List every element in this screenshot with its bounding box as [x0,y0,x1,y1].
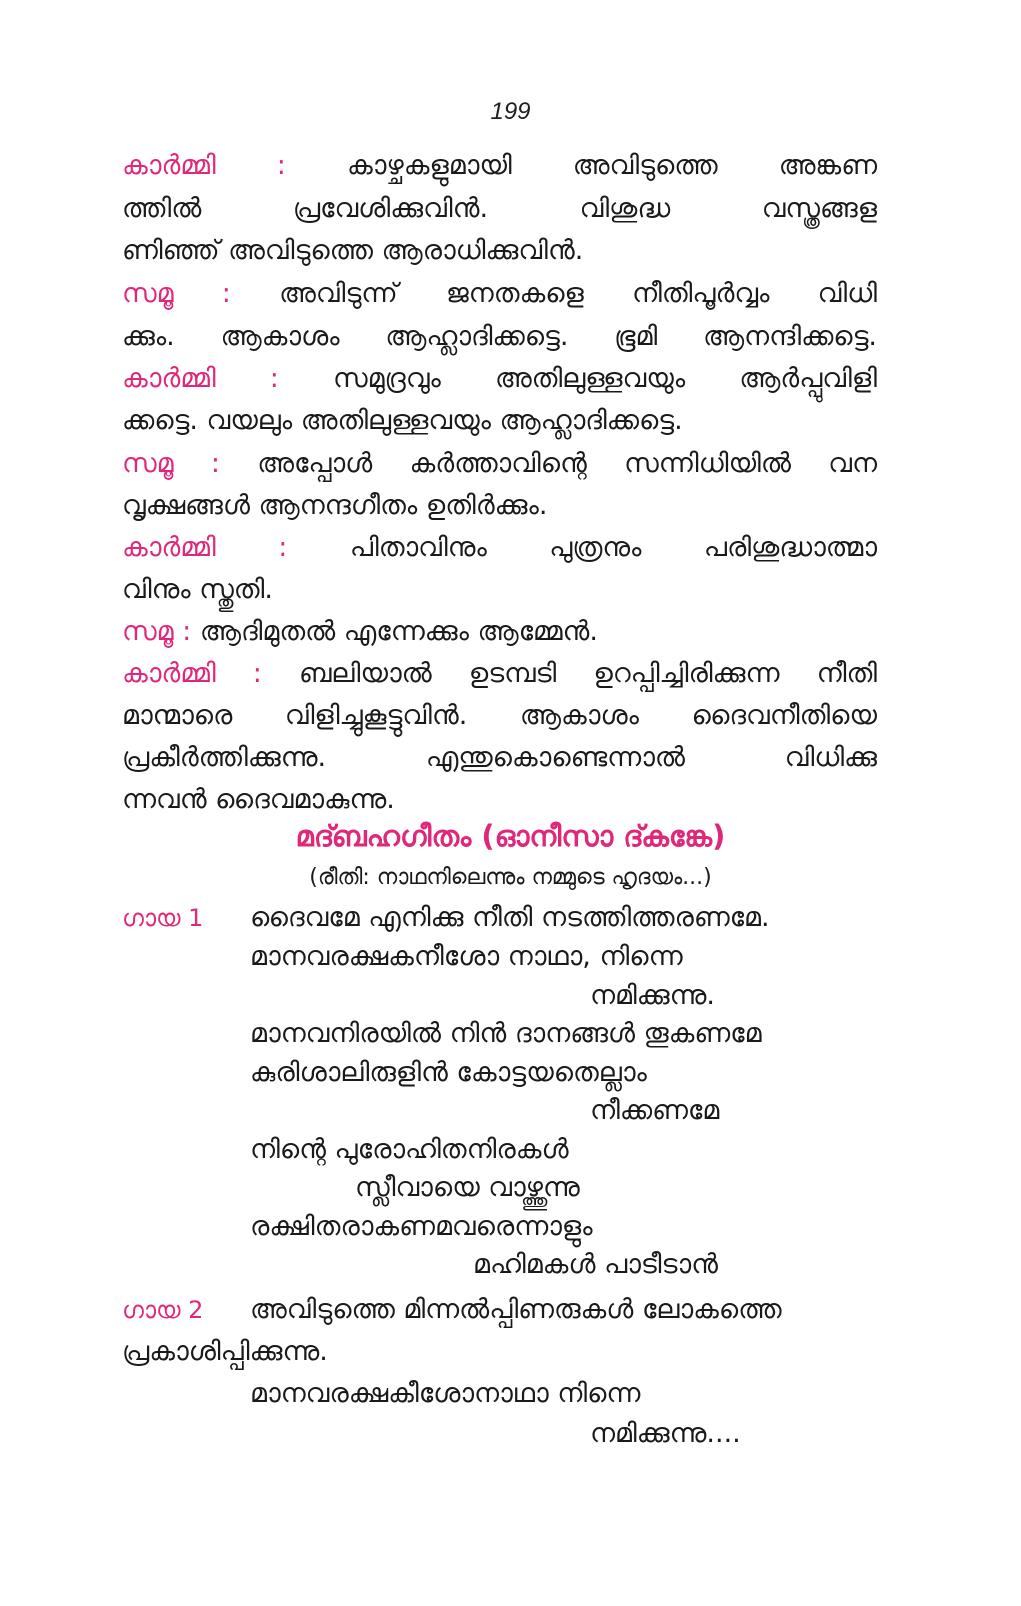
stanza-1-line-9: രക്ഷിതരാകണമവരെന്നാളും [250,1211,593,1242]
paragraph-1-line-1 [122,146,877,186]
stanza-1-line-7: നിന്റെ പുരോഹിതനിരകൾ [250,1134,569,1165]
paragraph-1-line-3: ണിഞ്ഞ് അവിടുത്തെ ആരാധിക്കുവിൻ. [122,235,584,266]
paragraph-3-line-2: ക്കട്ടെ. വയലും അതിലുള്ളവയും ആഹ്ലാദിക്കട്ടെ. [122,405,683,436]
paragraph-3-line-1 [122,359,877,399]
stanza-2-line-3: മാനവരക്ഷകീശോനാഥാ നിന്നെ [250,1378,641,1409]
stanza-1-label: ഗായ 1 [122,904,204,932]
speaker-label: സമൂ : [122,278,231,309]
paragraph-6-line-1 [122,612,598,652]
paragraph-5-line-1 [122,528,877,568]
stanza-1-line-6: നീക്കണമേ [590,1095,720,1126]
stanza-1-line-2: മാനവരക്ഷകനീശോ നാഥാ, നിന്നെ [250,941,683,972]
hymn-title: മദ്ബഹഗീതം (ഓനീസാ ദ്കങ്കേ) [295,819,726,853]
paragraph-2-line-2: ക്കും. ആകാശം ആഹ്ലാദിക്കട്ടെ. ഭൂമി ആനന്ദിക്കട്ടെ. [122,321,877,352]
text: കാഴ്ചകളുമായി അവിടുത്തെ അങ്കണ [346,150,877,181]
paragraph-2-line-1 [122,274,877,314]
text: ആദിമുതൽ എന്നേക്കും ആമ്മേൻ. [199,616,598,647]
paragraph-5-line-2: വിനും സ്തുതി. [122,574,273,605]
hymn-tune: (രീതി: നാഥനിലെന്നും നമ്മുടെ ഹൃദയം...) [309,865,712,890]
stanza-1-line-4: മാനവനിരയിൽ നിൻ ദാനങ്ങൾ തൂകണമേ [250,1018,762,1049]
paragraph-4-line-2: വൃക്ഷങ്ങൾ ആനന്ദഗീതം ഉതിർക്കും. [122,490,548,521]
speaker-label: കാർമ്മി : [122,658,262,689]
stanza-2-label: ഗായ 2 [122,1296,204,1324]
paragraph-7-line-3: പ്രകീർത്തിക്കുന്നു. എന്തുകൊണ്ടെന്നാൽ വിധിക്കു [122,742,877,773]
text: പിതാവിനും പുത്രനും പരിശുദ്ധാത്മാ [349,532,877,563]
speaker-label: കാർമ്മി : [122,532,288,563]
speaker-label: കാർമ്മി : [122,150,286,181]
text: അപ്പോൾ കർത്താവിന്റെ സന്നിധിയിൽ വന [257,448,877,479]
stanza-1-line-3: നമിക്കുന്നു. [590,980,716,1011]
text: സമുദ്രവും അതിലുള്ളവയും ആർപ്പുവിളി [332,363,877,394]
stanza-1-line-5: കുരിശാലിരുളിൻ കോട്ടയതെല്ലാം [250,1057,647,1088]
stanza-1-line-1: ദൈവമേ എനിക്കു നീതി നടത്തിത്തരണമേ. [250,902,770,933]
speaker-label: കാർമ്മി : [122,363,279,394]
stanza-2-line-1: അവിടുത്തെ മിന്നൽപ്പിണരുകൾ ലോകത്തെ [250,1294,782,1325]
stanza-2-line-2: പ്രകാശിപ്പിക്കുന്നു. [122,1336,328,1367]
paragraph-7-line-2: മാന്മാരെ വിളിച്ചുകൂട്ടുവിൻ. ആകാശം ദൈവനീതിയെ [122,700,877,731]
paragraph-7-line-4: ന്നവൻ ദൈവമാകുന്നു. [122,784,395,815]
speaker-label: സമൂ : [122,616,192,647]
stanza-1-line-8: സ്ലീവായെ വാഴ്ത്തുന്നു [355,1172,580,1203]
page-number: 199 [490,98,531,125]
text: ബലിയാൽ ഉടമ്പടി ഉറപ്പിച്ചിരിക്കുന്ന നീതി [298,658,877,689]
paragraph-1-line-2: ത്തിൽ പ്രവേശിക്കുവിൻ. വിശുദ്ധ വസ്ത്രങ്ങള [122,193,877,224]
stanza-1-line-10: മഹിമകൾ പാടീടാൻ [473,1249,718,1280]
paragraph-7-line-1 [122,654,877,694]
paragraph-4-line-1 [122,444,877,484]
speaker-label: സമൂ : [122,448,220,479]
text: അവിടുന്ന് ജനതകളെ നീതിപൂർവ്വം വിധി [279,278,877,309]
stanza-2-line-4: നമിക്കുന്നു.... [590,1418,741,1449]
